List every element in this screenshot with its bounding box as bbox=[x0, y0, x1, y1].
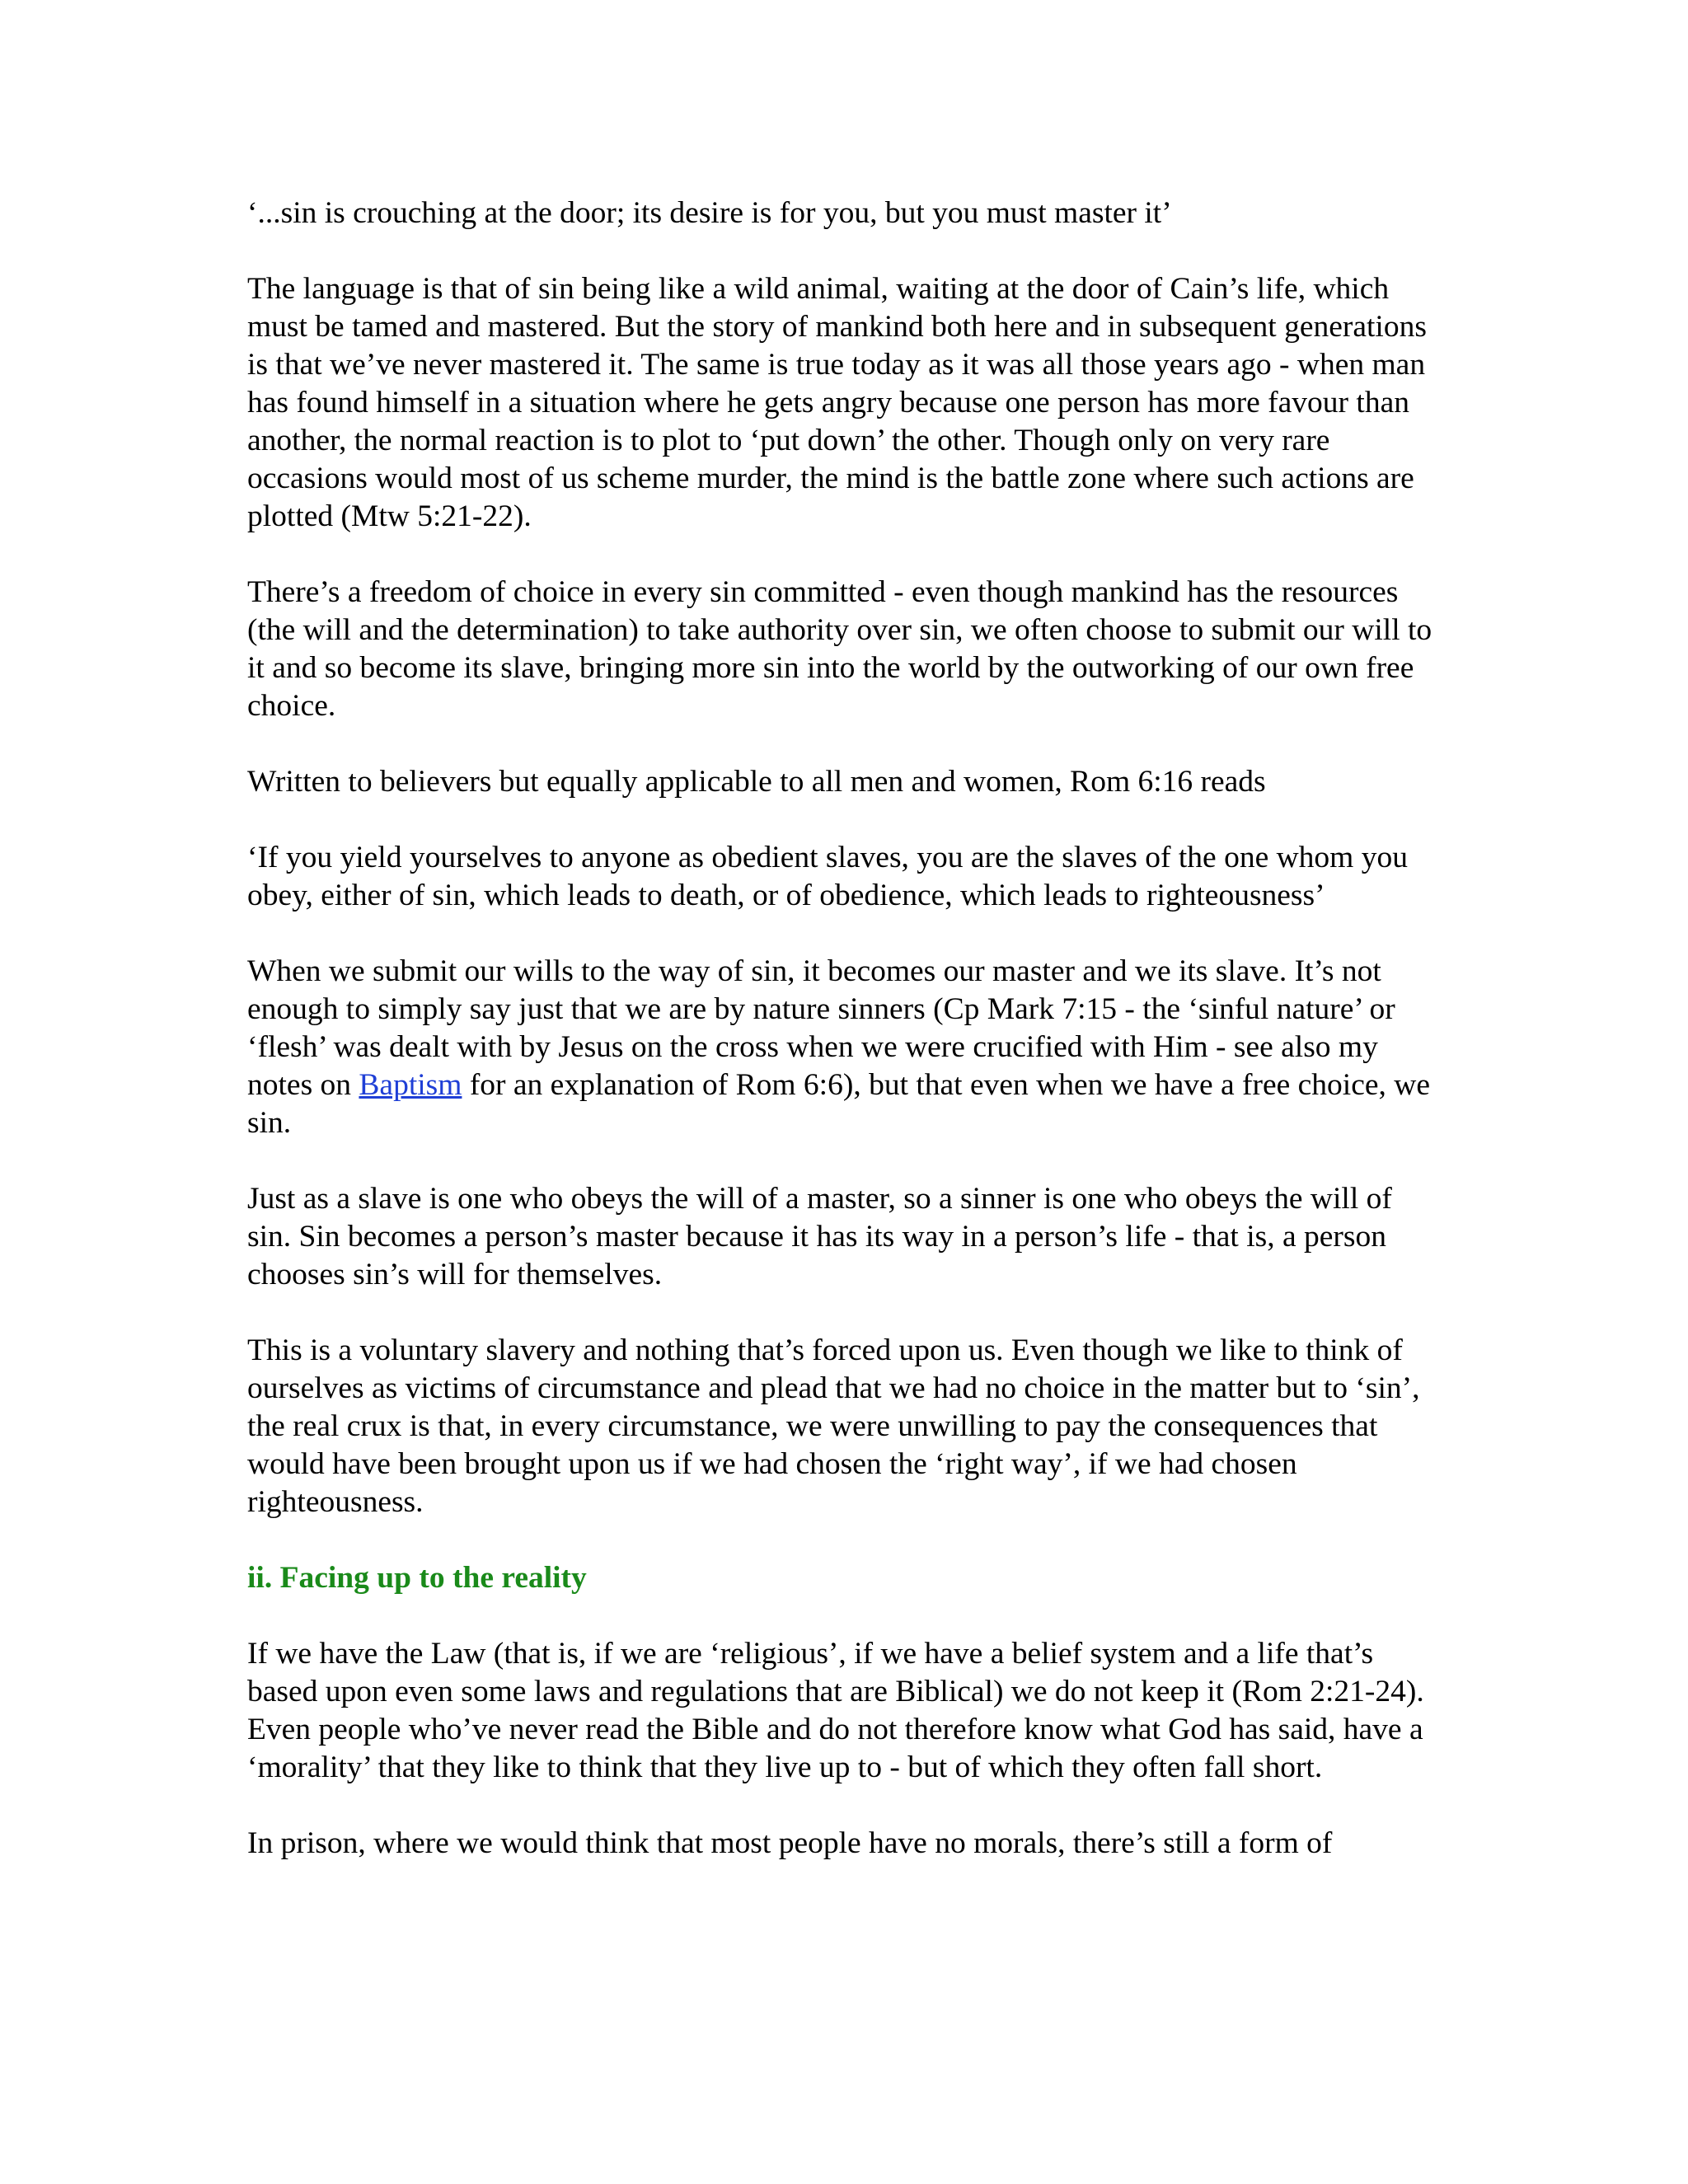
document-page bbox=[247, 194, 1442, 1863]
paragraph-text: for an explanation of Rom 6:6), but that even when we have a free choice, we sin. bbox=[247, 1068, 1430, 1140]
body-paragraph-with-link bbox=[247, 953, 1442, 1142]
quote-paragraph: ‘...sin is crouching at the door; its desire is for you, but you must master it’ bbox=[247, 196, 1172, 230]
body-paragraph: In prison, where we would think that most people have no morals, there’s still a form of bbox=[247, 1826, 1333, 1860]
quote-paragraph: ‘If you yield yourselves to anyone as obedient slaves, you are the slaves of the one whom you obey, either of sin, which leads to death, or of obedience, which leads to righteousness’ bbox=[247, 841, 1408, 912]
paragraph-text: When we submit our wills to the way of sin, it becomes our master and we its slave. It’s not enough to simply say just that we are by nature sinners (Cp Mark 7:15 - the ‘sinful nature’ or ‘flesh’ was dealt with by Jesus on the cross when we were crucified with Him - see also my notes on bbox=[247, 954, 1395, 1102]
body-paragraph: Written to believers but equally applicable to all men and women, Rom 6:16 reads bbox=[247, 765, 1266, 799]
body-paragraph: Just as a slave is one who obeys the will of a master, so a sinner is one who obeys the will of sin. Sin becomes a person’s master because it has its way in a person’s life - that is, a person chooses sin’s will for themselves. bbox=[247, 1182, 1392, 1291]
body-paragraph: The language is that of sin being like a wild animal, waiting at the door of Cain’s life, which must be tamed and mastered. But the story of mankind both here and in subsequent generations is that we’ve never mastered it. The same is true today as it was all those years ago - when man has found himself in a situation where he gets angry because one person has more favour than another, the normal reaction is to plot to ‘put down’ the other. Though only on very rare occasions would most of us scheme murder, the mind is the battle zone where such actions are plotted (Mtw 5:21-22). bbox=[247, 272, 1427, 533]
body-paragraph: There’s a freedom of choice in every sin committed - even though mankind has the resources (the will and the determination) to take authority over sin, we often choose to submit our will to it and so become its slave, bringing more sin into the world by the outworking of our own free choice. bbox=[247, 575, 1432, 723]
body-paragraph: If we have the Law (that is, if we are ‘religious’, if we have a belief system and a life that’s based upon even some laws and regulations that are Biblical) we do not keep it (Rom 2:21-24). Even people who’ve never read the Bible and do not therefore know what God has said, have a ‘morality’ that they like to think that they live up to - but of which they often fall short. bbox=[247, 1637, 1424, 1784]
body-paragraph: This is a voluntary slavery and nothing that’s forced upon us. Even though we like to think of ourselves as victims of circumstance and plead that we had no choice in the matter but to ‘sin’, the real crux is that, in every circumstance, we were unwilling to pay the consequences that would have been brought upon us if we had chosen the ‘right way’, if we had chosen righteousness. bbox=[247, 1333, 1420, 1519]
section-heading: ii. Facing up to the reality bbox=[247, 1561, 587, 1595]
baptism-link[interactable]: Baptism bbox=[359, 1068, 462, 1102]
